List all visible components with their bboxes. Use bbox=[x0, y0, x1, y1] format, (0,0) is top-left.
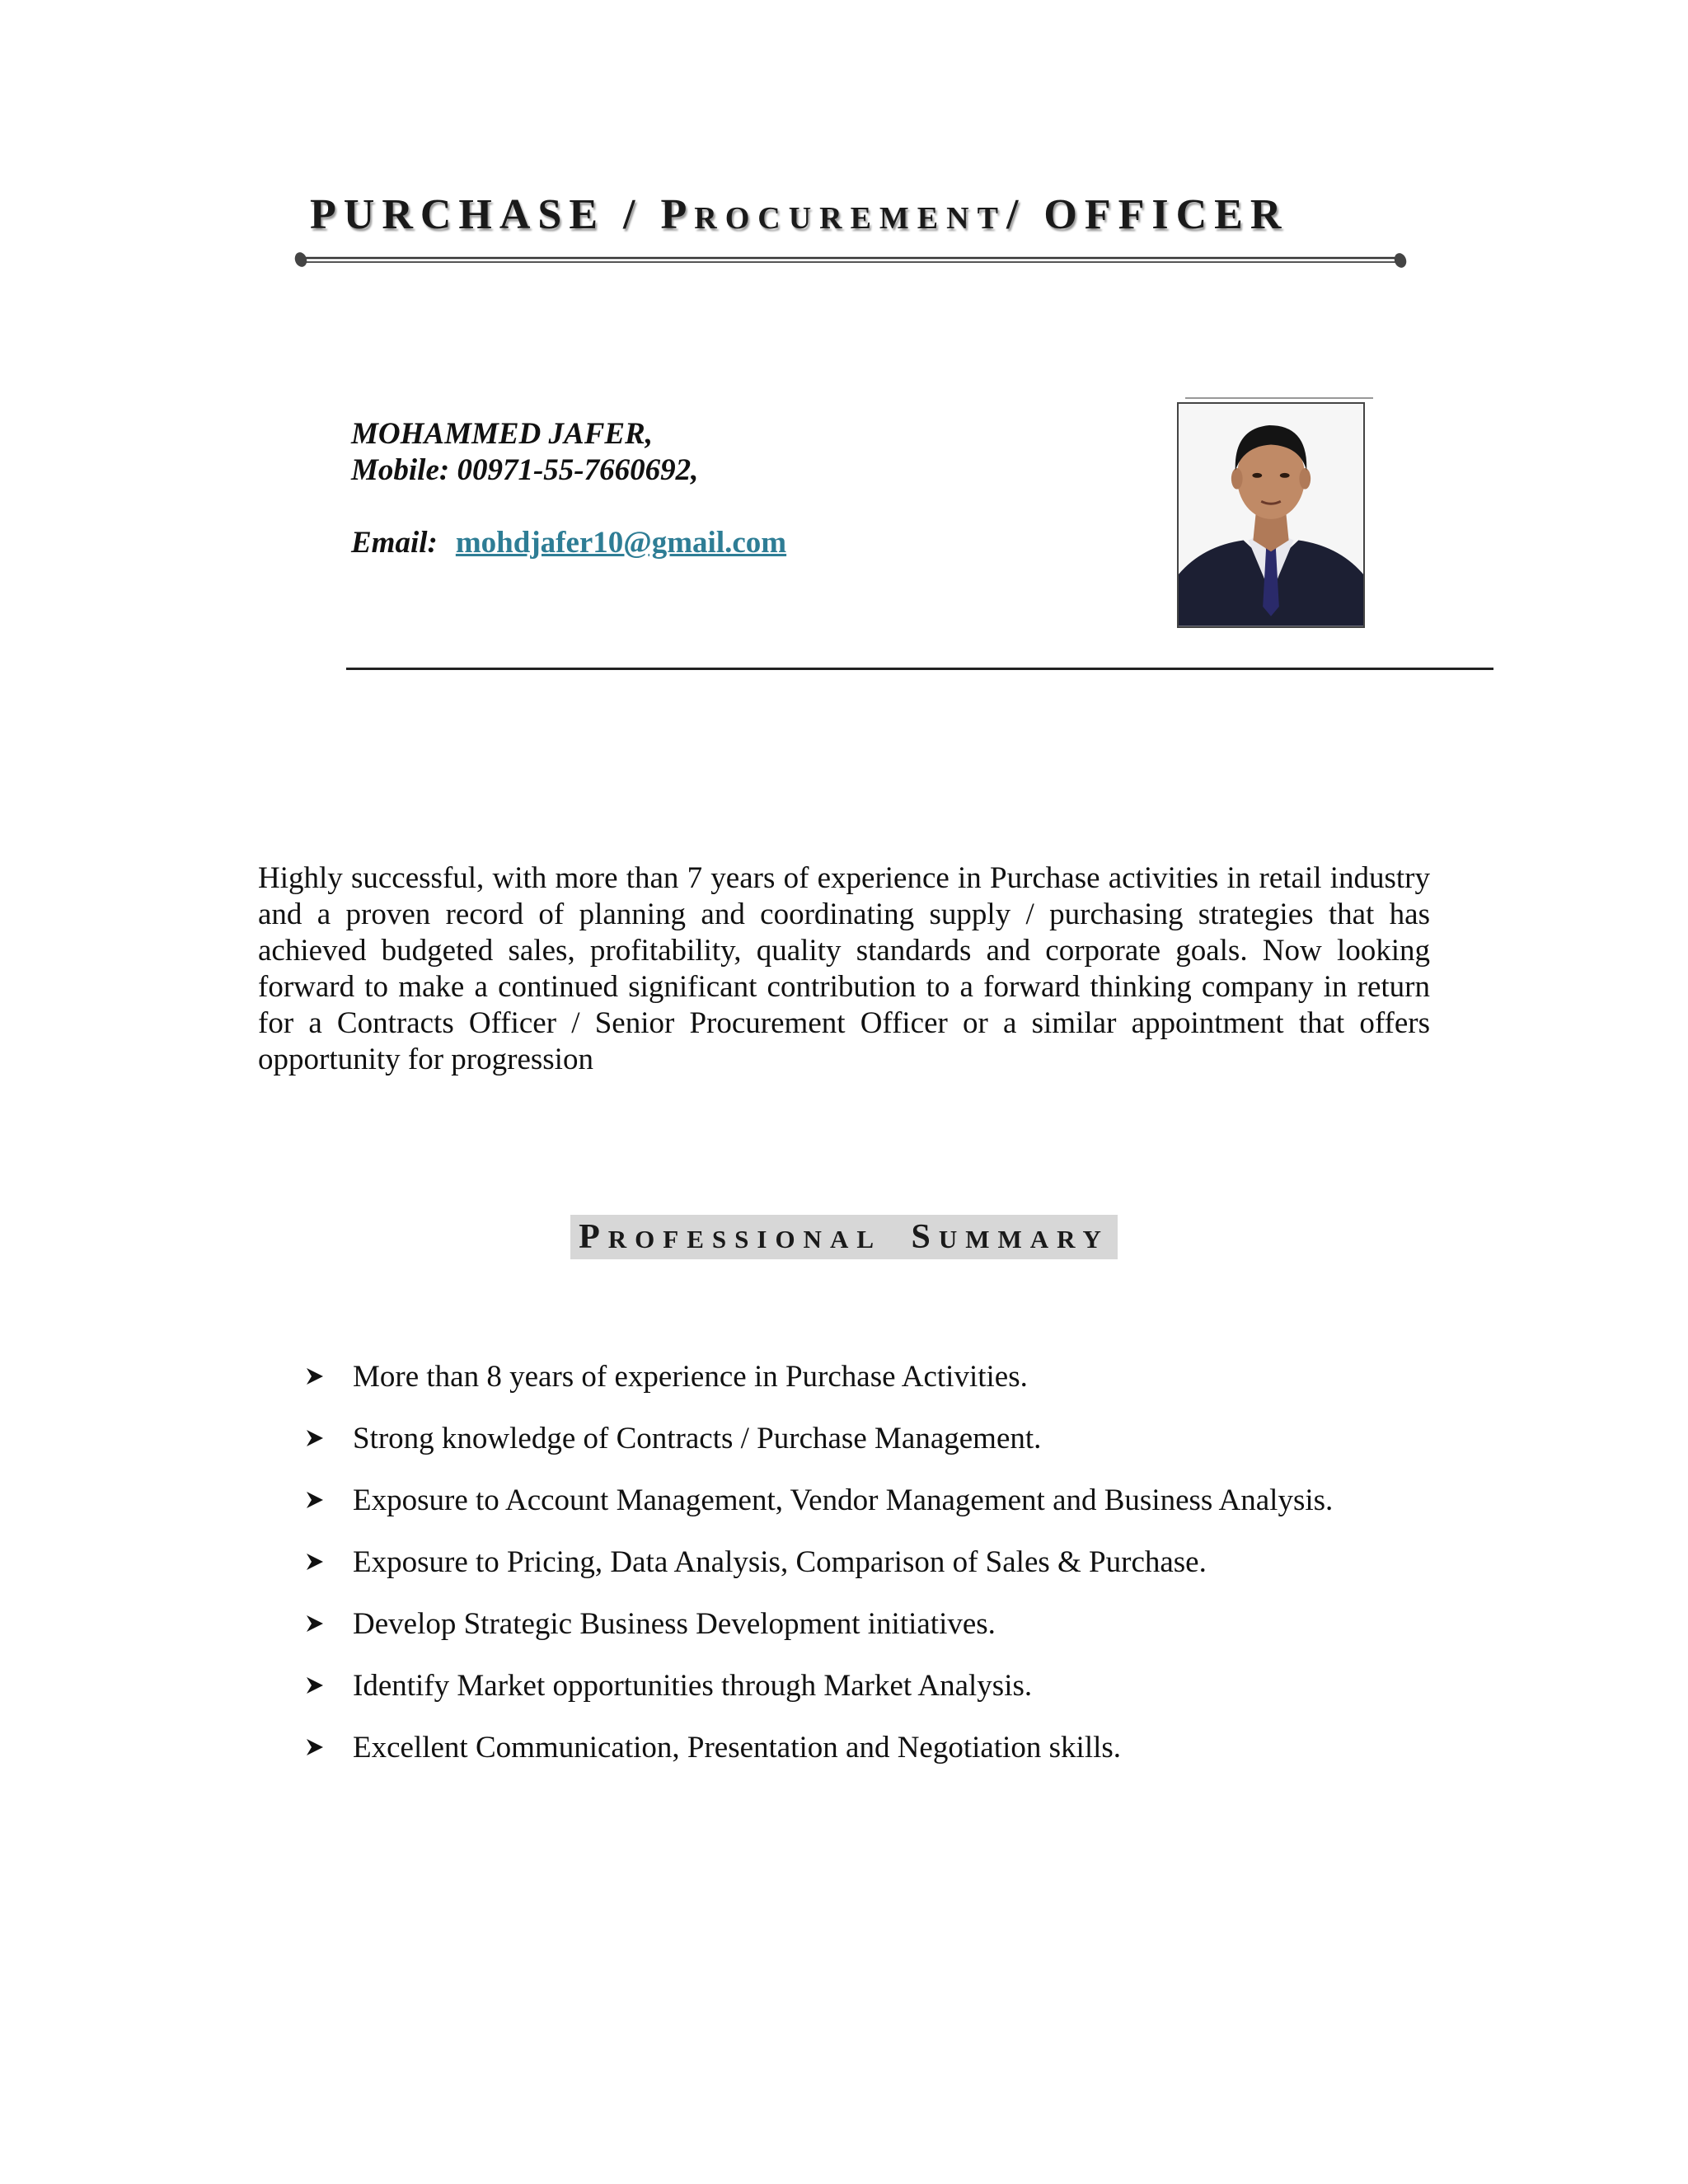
arrowhead-bullet-icon bbox=[305, 1428, 353, 1448]
title-part-3: / OFFICER bbox=[1006, 191, 1289, 238]
section-heading-professional-summary bbox=[570, 1215, 1118, 1259]
arrowhead-bullet-icon bbox=[305, 1366, 353, 1386]
heading-rest-2: UMMARY bbox=[938, 1225, 1109, 1254]
heading-cap-1: P bbox=[579, 1218, 608, 1256]
arrowhead-bullet-icon bbox=[305, 1552, 353, 1572]
summary-item-text: Excellent Communication, Presentation and Negotiation skills. bbox=[353, 1730, 1122, 1765]
summary-item-text: Exposure to Pricing, Data Analysis, Comparison of Sales & Purchase. bbox=[353, 1544, 1207, 1579]
email-link[interactable]: mohdjafer10@gmail.com bbox=[455, 526, 787, 560]
summary-item-text: Exposure to Account Management, Vendor Management and Business Analysis. bbox=[353, 1483, 1334, 1517]
summary-item bbox=[305, 1482, 1459, 1518]
title-divider bbox=[293, 252, 1408, 269]
arrowhead-bullet-icon bbox=[305, 1675, 353, 1695]
summary-item-text: Strong knowledge of Contracts / Purchase Management. bbox=[353, 1421, 1042, 1455]
summary-item bbox=[305, 1544, 1459, 1580]
summary-item bbox=[305, 1358, 1459, 1394]
portrait-illustration bbox=[1179, 404, 1363, 626]
title-part-2: ROCUREMENT bbox=[694, 201, 1006, 236]
email-row bbox=[351, 525, 1093, 561]
summary-list bbox=[305, 1358, 1459, 1791]
summary-item-text: Develop Strategic Business Development initiatives. bbox=[353, 1606, 996, 1641]
career-objective: Highly successful, with more than 7 years of experience in Purchase activities in retail industry and a proven record of planning and coordinating supply / purchasing strategies that has achieved budgeted sales, profitability, quality standards and corporate goals. Now looking forward to make a continued significant contribution to a forward thinking company in return for a Contracts Officer / Senior Procurement Officer or a similar appointment that offers opportunity for progression bbox=[258, 861, 1430, 1076]
heading-cap-2: S bbox=[911, 1218, 939, 1256]
contact-divider bbox=[346, 668, 1493, 670]
summary-item bbox=[305, 1729, 1459, 1765]
summary-item-text: Identify Market opportunities through Market Analysis. bbox=[353, 1668, 1033, 1703]
contact-block bbox=[351, 416, 1093, 561]
summary-item bbox=[305, 1605, 1459, 1642]
summary-item-text: More than 8 years of experience in Purchase Activities. bbox=[353, 1359, 1028, 1394]
photo-edge-line bbox=[1185, 397, 1373, 399]
email-label: Email: bbox=[351, 526, 438, 560]
arrowhead-bullet-icon bbox=[305, 1737, 353, 1757]
mobile-number: Mobile: 00971-55-7660692, bbox=[351, 453, 699, 487]
arrowhead-bullet-icon bbox=[305, 1490, 353, 1510]
arrowhead-bullet-icon bbox=[305, 1614, 353, 1633]
summary-item bbox=[305, 1420, 1459, 1456]
page-title bbox=[310, 185, 1398, 248]
summary-item bbox=[305, 1667, 1459, 1704]
heading-rest-1: ROFESSIONAL bbox=[607, 1225, 883, 1254]
candidate-name: MOHAMMED JAFER, bbox=[351, 417, 653, 451]
title-part-1: PURCHASE / P bbox=[310, 191, 695, 238]
heading-space bbox=[882, 1225, 912, 1254]
profile-photo bbox=[1177, 402, 1365, 628]
